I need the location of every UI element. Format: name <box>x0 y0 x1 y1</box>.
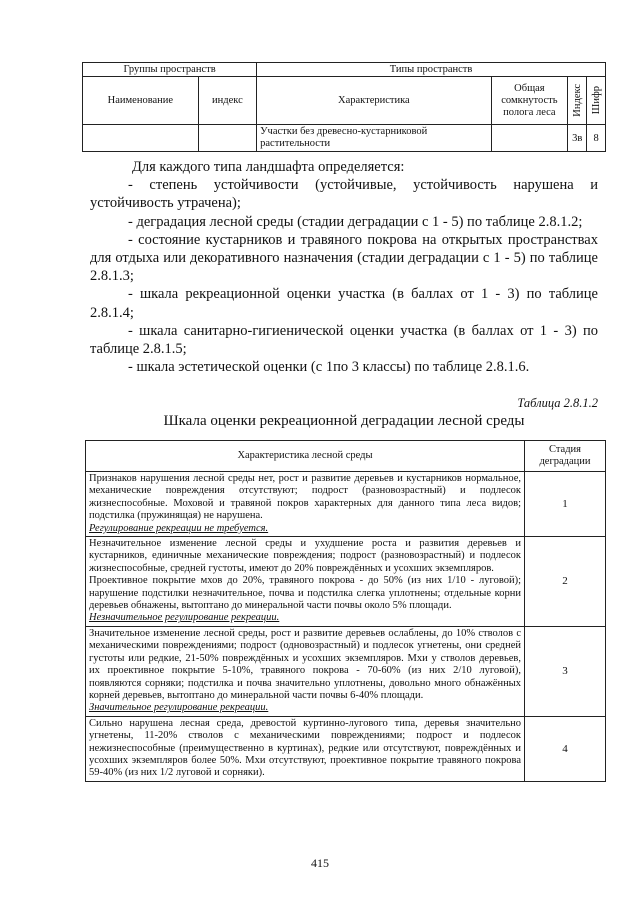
row-description: Незначительное изменение лесной среды и ухудшение роста и развития деревьев и кустарников, единичные механические повреждения; подрост (разновозрастный) и подлесок жизнеспособные, средней густоты, имеют до 20% повреждённых и усохших экземпляров. Проективное покрытие мхов до 20%, травяного покрова - до 50% (из них 1/10 - луговой); нарушение подстилки незначительное, почва и подстилка слегка уплотнены; отдельные корни деревьев обнажены, вытоптано до минеральной части почвы около 5% площади. Незначительное регулирование рекреации. <box>86 537 525 627</box>
row-density <box>491 125 568 152</box>
regulation-note: Незначительное регулирование рекреации. <box>89 612 280 624</box>
intro-line: - степень устойчивости (устойчивые, устойчивость нарушена и устойчивость утрачена); <box>90 177 598 212</box>
row-description: Сильно нарушена лесная среда, древостой куртинно-лугового типа, деревья значительно угнетены, 11-20% стволов с механическими повреждениями; подрост и подлесок нежизнеспособные (преимущественно в куртинах), редкие или отсутствуют, повреждённых и усохших экземпляров более 50%. Мхи отсутствуют, проективное покрытие травяного покрова 59-40% (из них 1/2 луговой и сорняки). <box>86 716 525 781</box>
table-row <box>86 626 606 716</box>
row-name <box>83 125 199 152</box>
intro-line: - состояние кустарников и травяного покрова на открытых пространствах для отдыха или декоративного назначения (стадии деградации с 1 - 5) по таблице 2.8.1.3; <box>90 231 598 285</box>
page-number: 415 <box>311 856 329 870</box>
header-index-vertical: Индекс <box>568 77 587 125</box>
row-stage: 4 <box>525 716 606 781</box>
header-index: индекс <box>198 77 256 125</box>
row-description: Признаков нарушения лесной среды нет, рост и развитие деревьев и кустарников нормальное, механические повреждения отсутствуют; подрост (разновозрастный) и подлесок жизнеспособные. Моховой и травяной покров характерных для данного типа леса видов; подстилка (пружинящая) не нарушена. Регулирование рекреации не требуется. <box>86 472 525 537</box>
row-code: 8 <box>587 125 606 152</box>
intro-line: Для каждого типа ландшафта определяется: <box>132 159 405 175</box>
row-index2: 3в <box>568 125 587 152</box>
intro-line: - деградация лесной среды (стадии деградации с 1 - 5) по таблице 2.8.1.2; <box>128 213 583 230</box>
row-description: Значительное изменение лесной среды, рост и развитие деревьев ослаблены, до 10% стволов с механическими повреждениями; подрост (одновозрастный) и подлесок угнетены, они средней густоты или редкие, 21-50% повреждённых и усохших экземпляров. Мхи у стволов деревьев, их проективное покрытие 5-10%, травяного покрова - 70-60% (из них 2/10 луговой), появляются сорняки; подстилка и почва значительно уплотнены, довольно много обнажённых корней деревьев, вытоптано до минеральной части почвы 6-40% площади. Значительное регулирование рекреации. <box>86 626 525 716</box>
header-groups: Группы пространств <box>83 63 257 77</box>
table-title: Шкала оценки рекреационной деградации лесной среды <box>163 413 525 429</box>
intro-line: - шкала санитарно-гигиенической оценки участка (в баллах от 1 - 3) по таблице 2.8.1.5; <box>90 322 598 358</box>
table-row <box>86 472 606 537</box>
header-characteristic: Характеристика <box>257 77 491 125</box>
row-characteristic: Участки без древесно-кустарниковой растительности <box>257 125 491 152</box>
intro-line: - шкала рекреационной оценки участка (в баллах от 1 - 3) по таблице 2.8.1.4; <box>90 286 598 321</box>
row-stage: 1 <box>525 472 606 537</box>
header-code-vertical: Шифр <box>587 77 606 125</box>
header-density: Общая сомкнутость полога леса <box>491 77 568 125</box>
header-forest-characteristic: Характеристика лесной среды <box>86 441 525 472</box>
row-index <box>198 125 256 152</box>
intro-line: - шкала эстетической оценки (с 1по 3 классы) по таблице 2.8.1.6. <box>128 359 530 376</box>
regulation-note: Регулирование рекреации не требуется. <box>89 522 269 534</box>
table-label: Таблица 2.8.1.2 <box>517 396 598 410</box>
row-stage: 3 <box>525 626 606 716</box>
header-types: Типы пространств <box>257 63 606 77</box>
degradation-table <box>85 440 606 782</box>
table-row <box>86 716 606 781</box>
space-types-table <box>82 62 606 152</box>
header-name: Наименование <box>83 77 199 125</box>
regulation-note: Значительное регулирование рекреации. <box>89 702 269 714</box>
intro-text <box>90 158 598 376</box>
header-stage: Стадия деградации <box>525 441 606 472</box>
row-stage: 2 <box>525 537 606 627</box>
table-row <box>86 537 606 627</box>
